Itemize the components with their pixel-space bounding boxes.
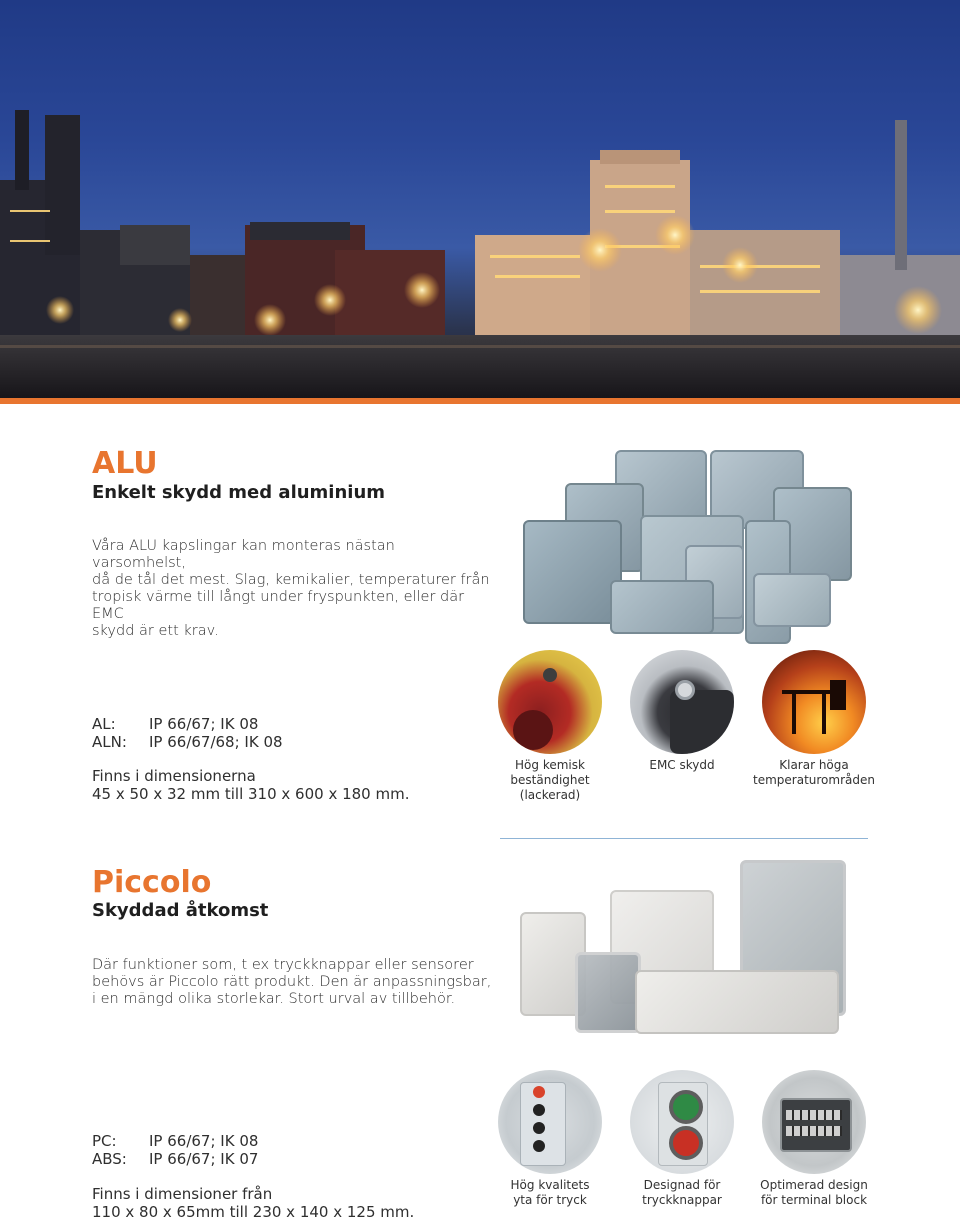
caption-line: temperaturområden (753, 773, 875, 787)
caption-line: (lackerad) (519, 788, 581, 802)
spec-label: ABS: (92, 1150, 127, 1168)
alu-spec-row (92, 715, 492, 733)
piccolo-description (92, 957, 492, 1008)
spec-value: IP 66/67; IK 08 (149, 715, 259, 733)
dimensions-line: Finns i dimensionerna (92, 767, 256, 785)
chemical-resistance-photo-icon (498, 650, 602, 754)
spec-value: IP 66/67; IK 08 (149, 1132, 259, 1150)
alu-description-line: skydd är ett krav. (92, 623, 219, 639)
piccolo-spec-row (92, 1132, 492, 1150)
piccolo-description-line: i en mängd olika storlekar. Stort urval av tillbehör. (92, 991, 456, 1007)
piccolo-subtitle: Skyddad åtkomst (92, 900, 269, 921)
section-divider (500, 838, 868, 839)
feature-caption (744, 1178, 884, 1208)
alu-description-line: Våra ALU kapslingar kan monteras nästan varsomhelst, (92, 538, 395, 571)
industrial-skyline-illustration (0, 0, 960, 400)
caption-line: Designad för (643, 1178, 721, 1192)
spec-label: PC: (92, 1132, 117, 1150)
spec-value: IP 66/67; IK 07 (149, 1150, 259, 1168)
piccolo-spec-list (92, 1132, 492, 1168)
pushbutton-pair-photo-icon (630, 1070, 734, 1174)
spec-value: IP 66/67/68; IK 08 (149, 733, 283, 751)
alu-dimensions (92, 767, 492, 803)
feature-caption (490, 758, 610, 803)
piccolo-dimensions (92, 1185, 492, 1221)
alu-spec-row (92, 733, 492, 751)
caption-line: Optimerad design (760, 1178, 868, 1192)
caption-line: Hög kemisk (515, 758, 585, 772)
piccolo-title: Piccolo (92, 865, 212, 900)
alu-description-line: tropisk värme till långt under fryspunkten, eller där EMC (92, 589, 465, 622)
alu-spec-list (92, 715, 492, 751)
dimensions-line: 110 x 80 x 65mm till 230 x 140 x 125 mm. (92, 1203, 415, 1221)
feature-caption (622, 758, 742, 773)
caption-line: Klarar höga (779, 758, 849, 772)
hero-accent-bar (0, 398, 960, 404)
piccolo-description-line: Där funktioner som, t ex tryckknappar eller sensorer (92, 957, 474, 973)
high-temperature-photo-icon (762, 650, 866, 754)
caption-line: tryckknappar (642, 1193, 722, 1207)
spec-label: AL: (92, 715, 116, 733)
spec-label: ALN: (92, 733, 127, 751)
dimensions-line: Finns i dimensioner från (92, 1185, 273, 1203)
alu-subtitle: Enkelt skydd med aluminium (92, 482, 386, 503)
caption-line: beständighet (510, 773, 590, 787)
dimensions-line: 45 x 50 x 32 mm till 310 x 600 x 180 mm. (92, 785, 410, 803)
feature-caption (744, 758, 884, 788)
terminal-block-photo-icon (762, 1070, 866, 1174)
caption-line: Hög kvalitets (510, 1178, 590, 1192)
alu-enclosures-photo (515, 445, 860, 645)
hero-industrial-plant-photo (0, 0, 960, 400)
alu-description-line: då de tål det mest. Slag, kemikalier, temperaturer från (92, 572, 490, 588)
alu-title: ALU (92, 446, 158, 481)
piccolo-description-line: behövs är Piccolo rätt produkt. Den är anpassningsbar, (92, 974, 492, 990)
caption-line: yta för tryck (513, 1193, 587, 1207)
feature-caption (490, 1178, 610, 1208)
caption-line: EMC skydd (649, 758, 715, 772)
piccolo-spec-row (92, 1150, 492, 1168)
alu-description (92, 538, 492, 640)
pushbutton-box-photo-icon (498, 1070, 602, 1174)
emc-seal-photo-icon (630, 650, 734, 754)
feature-caption (622, 1178, 742, 1208)
caption-line: för terminal block (760, 1193, 868, 1207)
piccolo-enclosures-photo (515, 860, 860, 1040)
